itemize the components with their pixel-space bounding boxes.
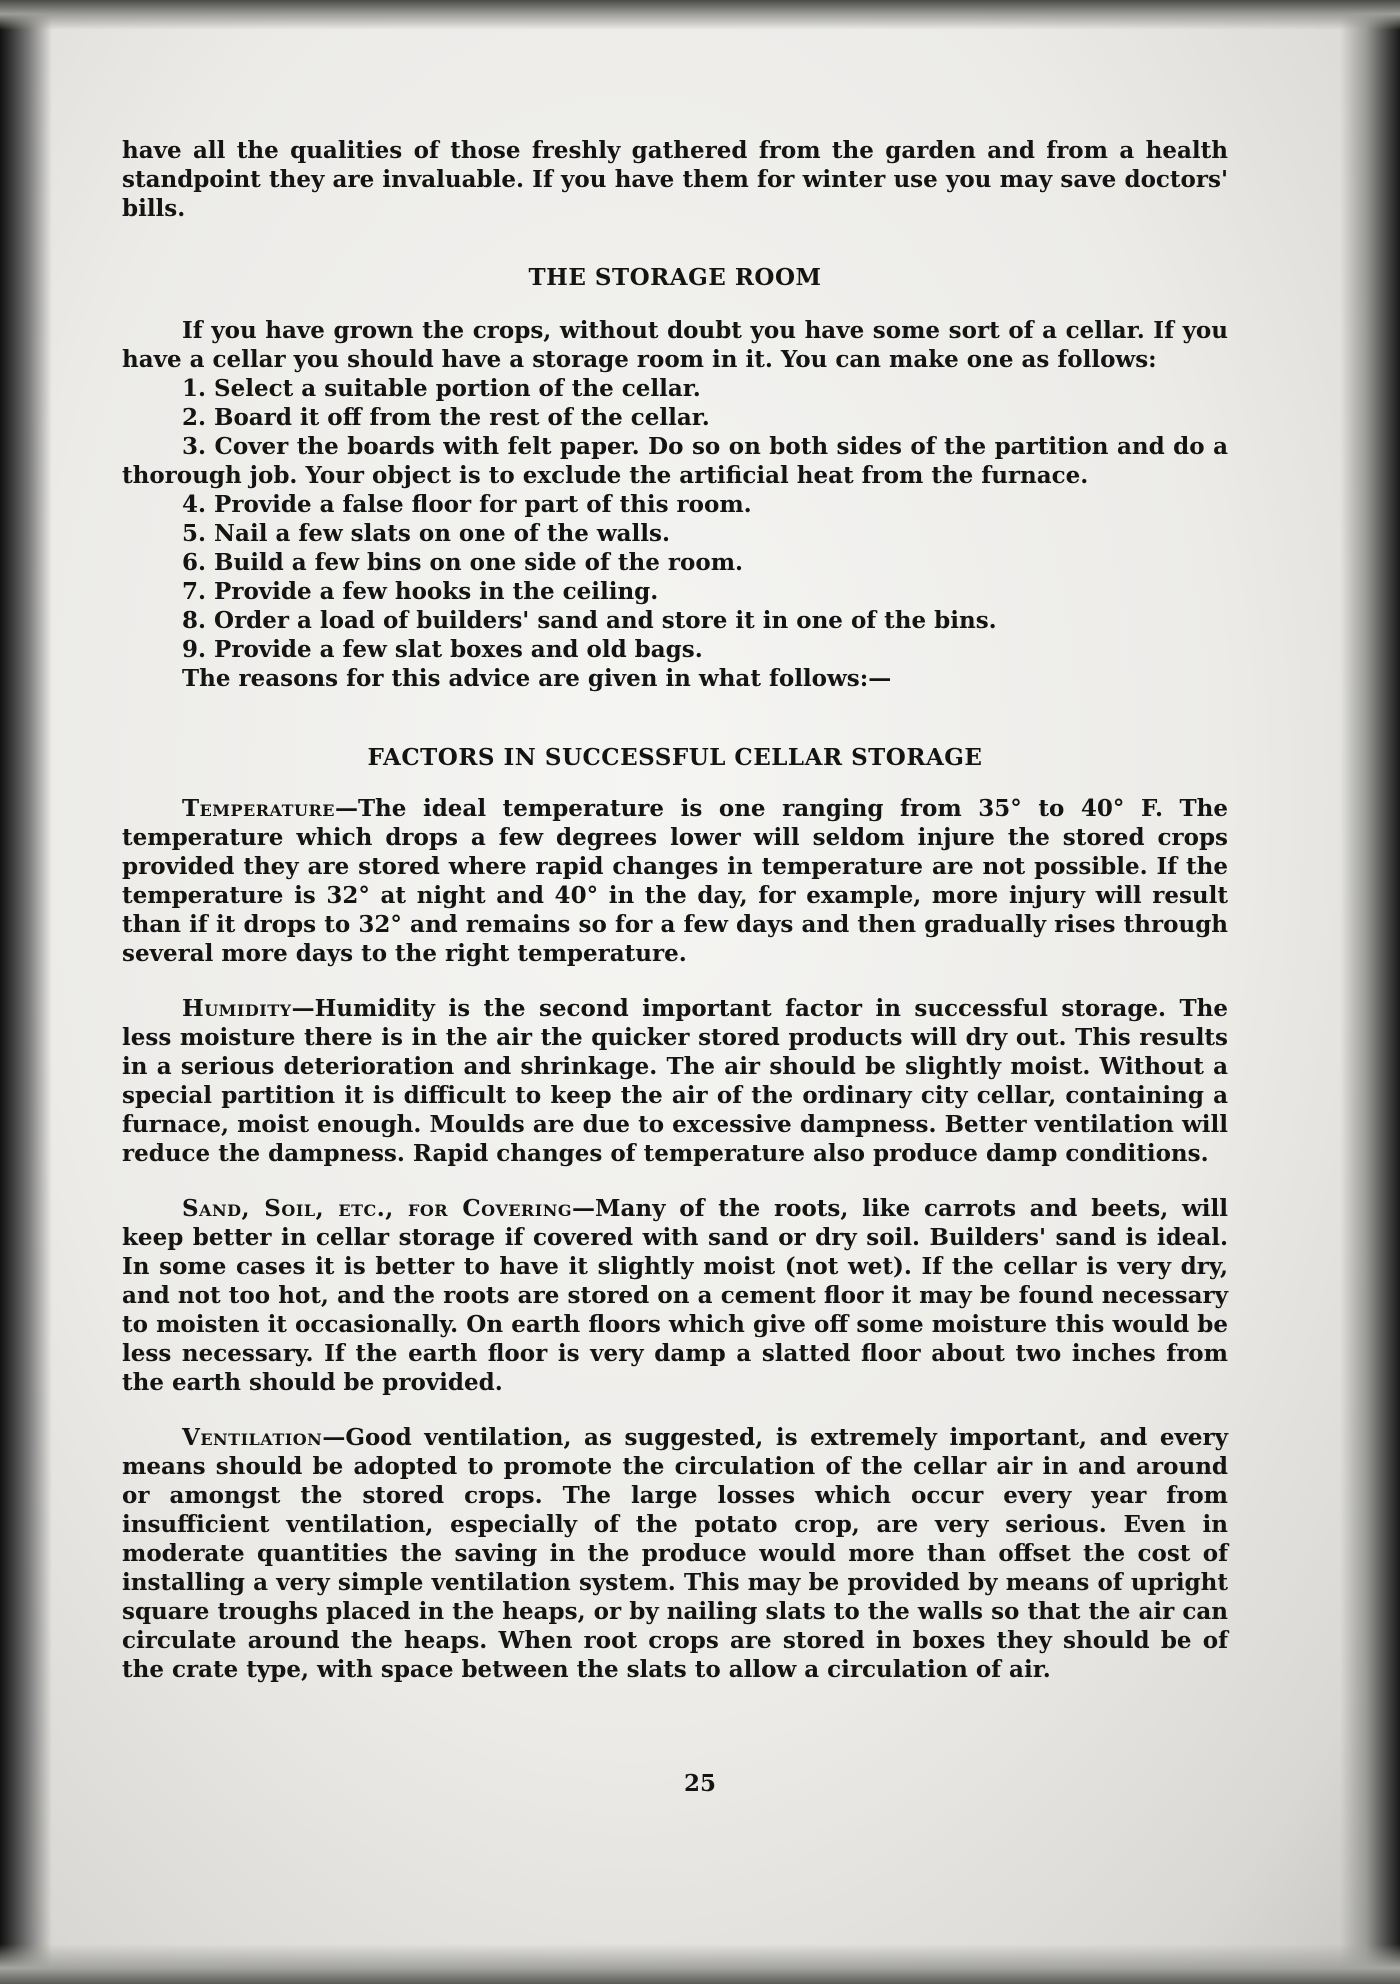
step-text: Nail a few slats on one of the walls.: [214, 520, 670, 547]
humidity-lead: Humidity: [182, 995, 292, 1022]
list-item: [122, 374, 1228, 403]
list-item: [122, 635, 1228, 664]
list-item: [122, 548, 1228, 577]
intro-paragraph: have all the qualities of those freshly gathered from the garden and from a health standpoint they are invaluable. If you have them for winter use you may save doctors' bills.: [122, 137, 1228, 222]
step-text: Provide a few slat boxes and old bags.: [214, 636, 703, 663]
step-text: Order a load of builders' sand and store it in one of the bins.: [214, 607, 997, 634]
ventilation-lead: Ventilation: [182, 1424, 323, 1451]
storage-room-heading: THE STORAGE ROOM: [528, 264, 822, 291]
step-text: Provide a few hooks in the ceiling.: [214, 578, 659, 605]
ventilation-paragraph: [122, 1423, 1228, 1684]
humidity-body: —Humidity is the second important factor in successful storage. The less moisture there is in the air the quicker stored products will dry out. This results in a serious deterioration and shrinkage. The air should be slightly moist. Without a special partition it is difficult to keep the air of the ordinary city cellar, containing a furnace, moist enough. Moulds are due to excessive dampness. Better ventilation will reduce the dampness. Rapid changes of temperature also produce damp conditions.: [122, 995, 1228, 1167]
scan-edge-top: [0, 0, 1400, 30]
ventilation-body: —Good ventilation, as suggested, is extremely important, and every means should be adopted to promote the circulation of the cellar air in and around or amongst the stored crops. The large losses which occur every year from insufficient ventilation, especially of the potato crop, are very serious. Even in moderate quantities the saving in the produce would more than offset the cost of installing a very simple ventilation system. This may be provided by means of upright square troughs placed in the heaps, or by nailing slats to the walls so that the air can circulate around the heaps. When root crops are stored in boxes they should be of the crate type, with space between the slats to allow a circulation of air.: [122, 1424, 1228, 1683]
step-text: Provide a false floor for part of this room.: [214, 491, 752, 518]
step-text: Build a few bins on one side of the room.: [214, 549, 744, 576]
list-item: [122, 606, 1228, 635]
page-text: [122, 136, 1228, 1684]
step-number: 8.: [182, 607, 207, 634]
list-item: [122, 519, 1228, 548]
scan-edge-left: [0, 0, 52, 1984]
step-number: 7.: [182, 578, 207, 605]
step-text: Board it off from the rest of the cellar.: [214, 404, 710, 431]
temperature-body: —The ideal temperature is one ranging from 35° to 40° F. The temperature which drops a few degrees lower will seldom injure the stored crops provided they are stored where rapid changes in temperature are not possible. If the temperature is 32° at night and 40° in the day, for example, more injury will result than if it drops to 32° and remains so for a few days and then gradually rises through several more days to the right temperature.: [122, 795, 1228, 967]
sand-paragraph: [122, 1194, 1228, 1397]
step-number: 5.: [182, 520, 207, 547]
step-text: Select a suitable portion of the cellar.: [214, 375, 701, 402]
list-item: [122, 403, 1228, 432]
sand-body: —Many of the roots, like carrots and beets, will keep better in cellar storage if covered with sand or dry soil. Builders' sand is ideal. In some cases it is better to have it slightly moist (not wet). If the cellar is very dry, and not too hot, and the roots are stored on a cement floor it may be found necessary to moisten it occasionally. On earth floors which give off some moisture this would be less necessary. If the earth floor is very damp a slatted floor about two inches from the earth should be provided.: [122, 1195, 1228, 1396]
humidity-paragraph: [122, 994, 1228, 1168]
step-number: 4.: [182, 491, 207, 518]
temperature-lead: Temperature: [182, 795, 335, 822]
sand-lead: Sand, Soil, etc., for Covering: [182, 1195, 573, 1222]
storage-steps-list: [122, 374, 1228, 693]
storage-room-intro: If you have grown the crops, without doubt you have some sort of a cellar. If you have a cellar you should have a storage room in it. You can make one as follows:: [122, 317, 1228, 373]
step-number: 3.: [182, 433, 207, 460]
storage-room-closing: The reasons for this advice are given in what follows:—: [182, 665, 892, 692]
factors-heading: FACTORS IN SUCCESSFUL CELLAR STORAGE: [367, 744, 983, 771]
scan-edge-bottom: [0, 1944, 1400, 1984]
step-number: 2.: [182, 404, 207, 431]
scan-edge-right: [1340, 0, 1400, 1984]
step-number: 9.: [182, 636, 207, 663]
list-item: [122, 432, 1228, 490]
step-text: Cover the boards with felt paper. Do so on both sides of the partition and do a thorough job. Your object is to exclude the artificial heat from the furnace.: [122, 433, 1228, 489]
page-number: 25: [683, 1770, 716, 1797]
list-item: [122, 577, 1228, 606]
temperature-paragraph: [122, 794, 1228, 968]
list-item: [122, 490, 1228, 519]
step-number: 6.: [182, 549, 207, 576]
step-number: 1.: [182, 375, 207, 402]
